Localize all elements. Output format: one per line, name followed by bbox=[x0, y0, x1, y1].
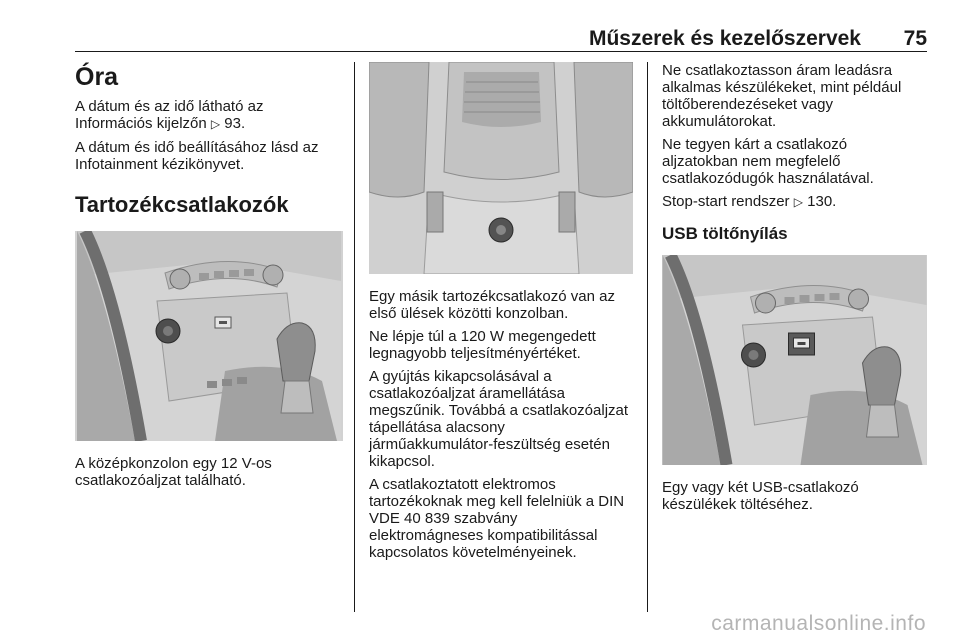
console-12v-socket-illustration bbox=[75, 231, 343, 441]
paragraph-din-vde: A csatlakoztatott elektromos tartozékoknak meg kell felelniük a DIN VDE 40 839 szabvány elektromágneses kompatibilitással kapcsolatos követelményeinek. bbox=[369, 476, 625, 561]
paragraph-stop-start-text: Stop-start rendszer bbox=[662, 193, 790, 210]
page-ref-arrow-icon: ▷ bbox=[793, 195, 803, 209]
column-2 bbox=[369, 62, 633, 567]
heading-tartozekcsatlakozok: Tartozékcsatlakozók bbox=[75, 192, 289, 217]
page-header bbox=[75, 28, 927, 50]
paragraph-no-damage: Ne tegyen kárt a csatlakozó aljzatokban nem megfelelő csatlakozódugók használatával. bbox=[662, 136, 874, 187]
heading-ora: Óra bbox=[75, 63, 119, 91]
heading-usb: USB töltőnyílás bbox=[662, 224, 788, 243]
page-ref-number: 130. bbox=[807, 193, 837, 210]
paragraph-second-socket: Egy másik tartozékcsatlakozó van az első ülések közötti konzolban. bbox=[369, 288, 615, 322]
paragraph-max-power: Ne lépje túl a 120 W megengedett legnagyobb teljesítményértéket. bbox=[369, 328, 596, 362]
paragraph-ora-1-text: A dátum és az idő látható az Információs kijelzőn bbox=[75, 98, 264, 132]
caption-usb: Egy vagy két USB-csatlakozó készülékek töltéséhez. bbox=[662, 479, 859, 513]
caption-12v-socket: A középkonzolon egy 12 V-os csatlakozóaljzat található. bbox=[75, 455, 272, 489]
header-rule bbox=[75, 51, 927, 52]
paragraph-ora-1 bbox=[75, 98, 343, 133]
column-divider-1 bbox=[354, 62, 355, 612]
paragraph-ora-2: A dátum és idő beállításához lásd az Infotainment kézikönyvet. bbox=[75, 139, 319, 173]
paragraph-stop-start bbox=[662, 193, 927, 211]
usb-charging-port-illustration bbox=[662, 255, 927, 465]
column-divider-2 bbox=[647, 62, 648, 612]
column-3 bbox=[662, 62, 927, 519]
watermark: carmanualsonline.info bbox=[711, 612, 926, 635]
page-ref-number: 93. bbox=[224, 115, 246, 132]
paragraph-ignition-off: A gyújtás kikapcsolásával a csatlakozóaljzat áramellátása megszűnik. Továbbá a csatlakozóaljzat tápellátása alacsony járműakkumulátor-feszültség esetén kikapcsol. bbox=[369, 368, 629, 470]
paragraph-no-chargers: Ne csatlakoztasson áram leadásra alkalmas készülékeket, mint például töltőberendezéseket vagy akkumulátorokat. bbox=[662, 62, 902, 130]
page-number: 75 bbox=[903, 27, 927, 50]
page-ref-arrow-icon: ▷ bbox=[210, 117, 221, 131]
front-seat-console-socket-illustration bbox=[369, 62, 633, 274]
header-title: Műszerek és kezelőszervek bbox=[588, 27, 861, 50]
column-1 bbox=[75, 62, 343, 495]
